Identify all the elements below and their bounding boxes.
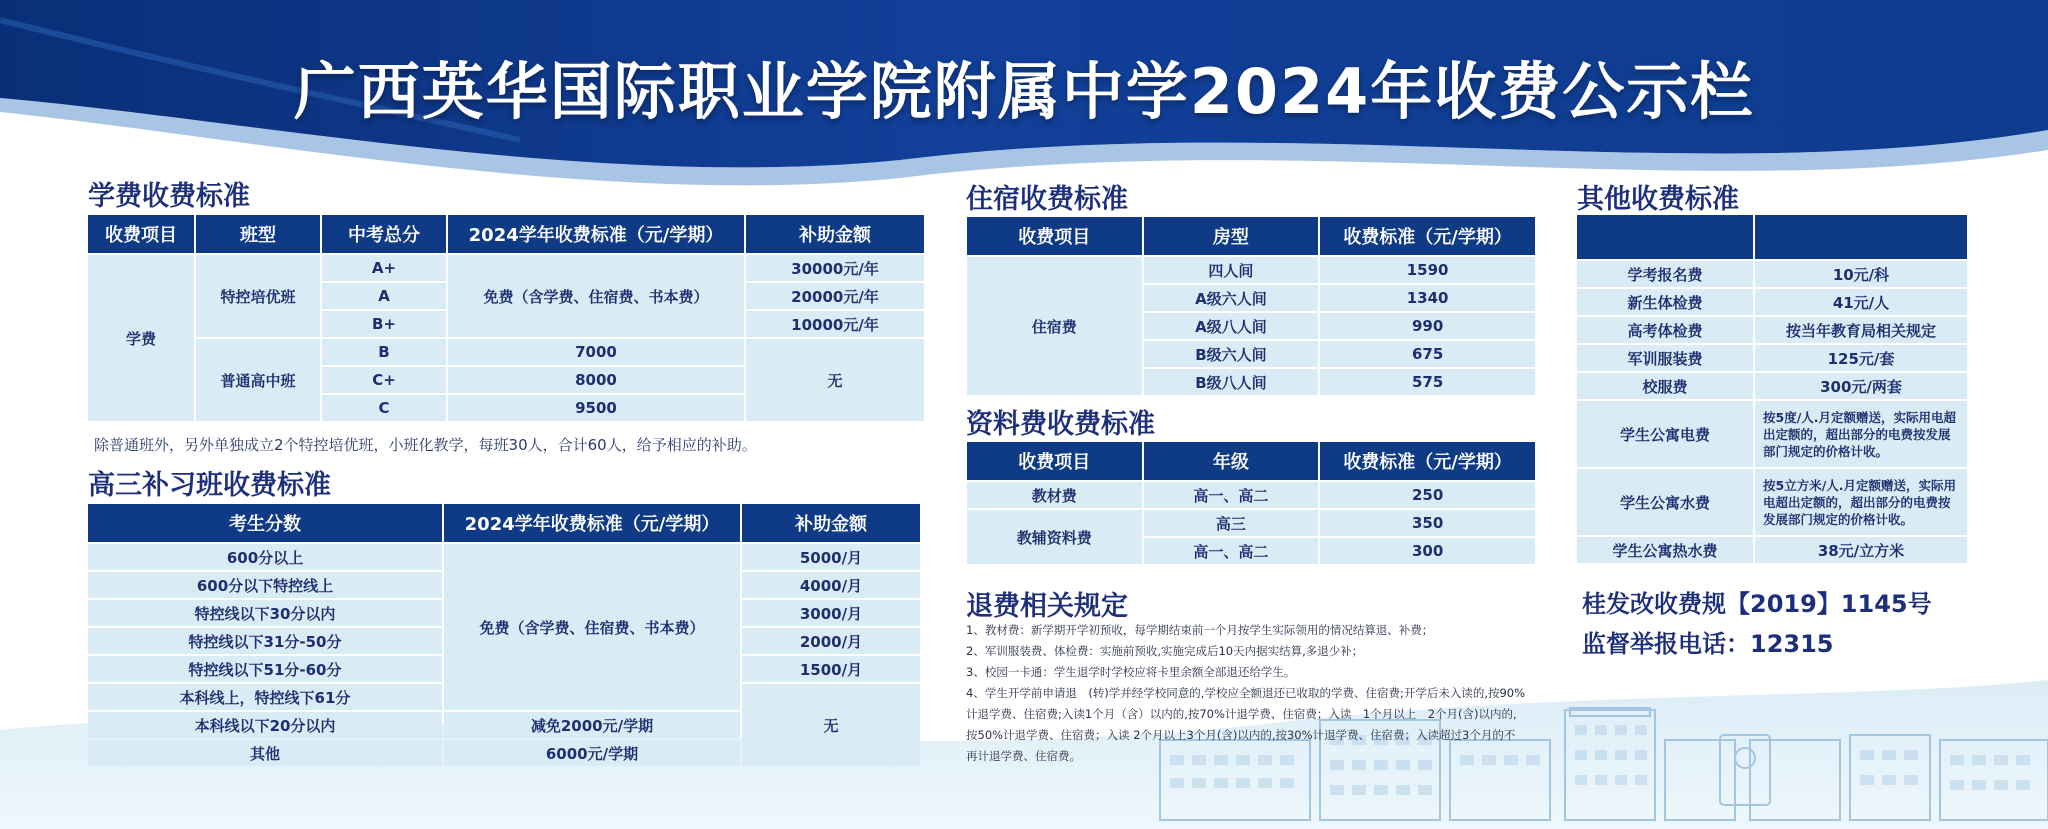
refund-rule-item: 2、军训服装费、体检费：实施前预收,实施完成后10天内据实结算,多退少补； [966,644,1364,658]
score-cell: C+ [322,367,446,393]
table-row [1577,469,1967,535]
fee-standard-cell: 350 [1320,510,1535,536]
fee-standard-cell: 减免2000元/学期 [444,712,740,738]
class-type-cell: 特控培优班 [196,255,320,337]
subsidy-cell: 无 [742,684,920,766]
score-cell: C [322,395,446,421]
table-header-cell: 收费项目 [967,442,1142,480]
room-type-cell: B级六人间 [1144,341,1319,367]
table-header-cell: 2024学年收费标准（元/学期） [444,504,740,542]
fee-standard-cell: 250 [1320,482,1535,508]
fee-standard-cell: 300 [1320,538,1535,564]
table-header-cell: 补助金额 [742,504,920,542]
fee-standard-cell: 1340 [1320,285,1535,311]
table-row [1577,261,1967,287]
subsidy-cell: 2000/月 [742,628,920,654]
table-header-cell: 年级 [1144,442,1319,480]
fee-item-cell: 教辅资料费 [967,510,1142,564]
table-row [1577,289,1967,315]
table-header-cell: 收费标准（元/学期） [1320,442,1535,480]
fee-item-cell: 学生公寓电费 [1577,401,1753,467]
table-header-cell: 班型 [196,215,320,253]
table-row [1577,317,1967,343]
fee-standard-cell: 免费（含学费、住宿费、书本费） [448,255,744,337]
score-cell: 600分以下特控线上 [88,572,442,598]
tuition-note: 除普通班外，另外单独成立2个特控培优班，小班化教学，每班30人，合计60人，给予相应的补助。 [94,436,757,454]
table-row [1577,537,1967,563]
score-cell: B+ [322,311,446,337]
grade-cell: 高三 [1144,510,1319,536]
table-header-cell: 中考总分 [322,215,446,253]
table-header-cell [1755,215,1967,259]
fee-item-cell: 学生公寓水费 [1577,469,1753,535]
table-header-cell: 收费项目 [88,215,194,253]
score-cell: 600分以上 [88,544,442,570]
room-type-cell: A级八人间 [1144,313,1319,339]
complaint-hotline: 监督举报电话：12315 [1582,630,1834,658]
fee-standard-cell: 8000 [448,367,744,393]
table-row [967,482,1535,508]
table-row [88,339,924,365]
subsidy-cell: 4000/月 [742,572,920,598]
dorm-table [965,215,1537,397]
room-type-cell: B级八人间 [1144,369,1319,395]
fee-standard-cell: 125元/套 [1755,345,1967,371]
page-title: 广西英华国际职业学院附属中学2024年收费公示栏 [293,55,1755,128]
fee-item-cell: 住宿费 [967,257,1142,395]
fee-standard-cell: 6000元/学期 [444,740,740,766]
table-header-cell [1577,215,1753,259]
subsidy-cell: 10000元/年 [746,311,924,337]
fee-standard-cell: 675 [1320,341,1535,367]
fee-standard-cell: 10元/科 [1755,261,1967,287]
class-type-cell: 普通高中班 [196,339,320,421]
senior-section-title: 高三补习班收费标准 [88,470,331,501]
other-table [1575,213,1969,565]
materials-section-title: 资料费收费标准 [966,409,1155,440]
subsidy-cell: 无 [746,339,924,421]
table-header-row [1577,215,1967,259]
fee-standard-cell: 7000 [448,339,744,365]
fee-standard-cell: 990 [1320,313,1535,339]
fee-standard-cell: 按5立方米/人.月定额赠送，实际用电超出定额的，超出部分的电费按发展部门规定的价格计收。 [1755,469,1967,535]
tuition-section-title: 学费收费标准 [88,181,250,212]
fee-item-cell: 高考体检费 [1577,317,1753,343]
score-cell: 特控线以下51分-60分 [88,656,442,682]
grade-cell: 高一、高二 [1144,482,1319,508]
table-header-cell: 房型 [1144,217,1319,255]
fee-item-cell: 学费 [88,255,194,421]
subsidy-cell: 20000元/年 [746,283,924,309]
fee-standard-cell: 按5度/人.月定额赠送，实际用电超出定额的，超出部分的电费按发展部门规定的价格计收。 [1755,401,1967,467]
refund-rules [966,620,1526,767]
table-header-cell: 考生分数 [88,504,442,542]
fee-item-cell: 新生体检费 [1577,289,1753,315]
table-header-row [88,215,924,253]
refund-section-title: 退费相关规定 [966,591,1128,622]
room-type-cell: 四人间 [1144,257,1319,283]
table-header-cell: 收费标准（元/学期） [1320,217,1535,255]
fee-standard-cell: 575 [1320,369,1535,395]
refund-rule-item: 3、校园一卡通：学生退学时学校应将卡里余额全部退还给学生。 [966,665,1296,679]
refund-rule-item: 4、学生开学前申请退 (转)学并经学校同意的,学校应全额退还已收取的学费、住宿费;开学后未入读的,按90%计退学费、住宿费;入读1个月（含）以内的,按70%计退学费、住宿费；入读 1个月以上 2个月(含)以内的,按50%计退学费、住宿费；入读 2个月以上3个月(含)以内的,按30%计退学费、住宿费；入读超过3个月的不再计退学费、住宿费。 [966,686,1526,763]
subsidy-cell: 1500/月 [742,656,920,682]
score-cell: 本科线以下20分以内 [88,712,442,738]
fee-item-cell: 校服费 [1577,373,1753,399]
fee-standard-cell: 38元/立方米 [1755,537,1967,563]
fee-standard-cell: 1590 [1320,257,1535,283]
fee-standard-cell: 按当年教育局相关规定 [1755,317,1967,343]
subsidy-cell: 5000/月 [742,544,920,570]
table-row [1577,345,1967,371]
fee-item-cell: 军训服装费 [1577,345,1753,371]
table-row [967,510,1535,536]
grade-cell: 高一、高二 [1144,538,1319,564]
table-row [1577,373,1967,399]
table-header-row [88,504,920,542]
refund-rule-item: 1、教材费：新学期开学初预收，每学期结束前一个月按学生实际领用的情况结算退、补费； [966,623,1434,637]
score-cell: B [322,339,446,365]
fee-standard-cell: 9500 [448,395,744,421]
table-row [967,257,1535,283]
table-header-cell: 收费项目 [967,217,1142,255]
dorm-section-title: 住宿收费标准 [966,184,1128,215]
fee-item-cell: 学生公寓热水费 [1577,537,1753,563]
tuition-table [86,213,926,423]
other-section-title: 其他收费标准 [1577,184,1739,215]
table-row [88,255,924,281]
score-cell: A [322,283,446,309]
table-row [88,544,920,570]
table-header-row [967,442,1535,480]
fee-item-cell: 学考报名费 [1577,261,1753,287]
fee-item-cell: 教材费 [967,482,1142,508]
score-cell: 特控线以下31分-50分 [88,628,442,654]
score-cell: 特控线以下30分以内 [88,600,442,626]
regulation-document-number: 桂发改收费规【2019】1145号 [1582,590,1932,618]
table-row [1577,401,1967,467]
fee-standard-cell: 免费（含学费、住宿费、书本费） [444,544,740,710]
subsidy-cell: 30000元/年 [746,255,924,281]
subsidy-cell: 3000/月 [742,600,920,626]
score-cell: 其他 [88,740,442,766]
fee-standard-cell: 300元/两套 [1755,373,1967,399]
table-header-cell: 2024学年收费标准（元/学期） [448,215,744,253]
materials-table [965,440,1537,566]
table-header-row [967,217,1535,255]
table-header-cell: 补助金额 [746,215,924,253]
senior-table [86,502,922,768]
room-type-cell: A级六人间 [1144,285,1319,311]
score-cell: 本科线上，特控线下61分 [88,684,442,710]
score-cell: A+ [322,255,446,281]
fee-standard-cell: 41元/人 [1755,289,1967,315]
